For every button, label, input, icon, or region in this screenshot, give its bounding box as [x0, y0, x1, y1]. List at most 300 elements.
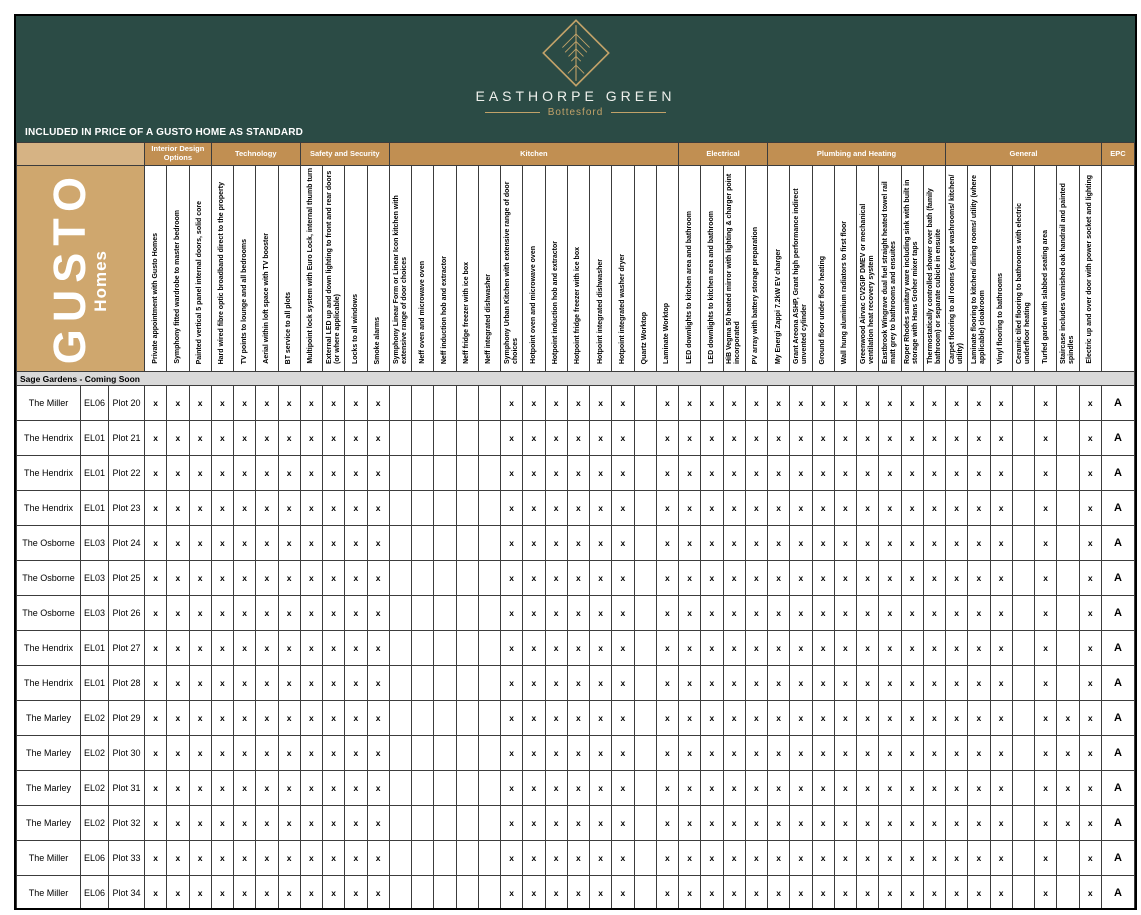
feature-cell: x [790, 561, 812, 596]
plot-number-cell: Plot 23 [109, 491, 145, 526]
feature-cell: x [1035, 561, 1057, 596]
feature-cell: x [1035, 771, 1057, 806]
feature-cell [1012, 456, 1034, 491]
feature-cell: x [167, 386, 189, 421]
feature-cell: x [567, 701, 589, 736]
feature-cell: x [679, 561, 701, 596]
feature-column-header: Neff oven and microwave oven [412, 166, 434, 372]
plot-row [17, 876, 1135, 911]
feature-cell [1012, 736, 1034, 771]
feature-cell: x [968, 561, 990, 596]
feature-cell: x [768, 596, 790, 631]
feature-cell [1057, 666, 1079, 701]
feature-column-header: BT service to all plots [278, 166, 300, 372]
feature-cell: x [790, 456, 812, 491]
epc-cell: A [1102, 631, 1135, 666]
feature-cell [1012, 596, 1034, 631]
feature-cell: x [234, 561, 256, 596]
feature-cell: x [300, 596, 322, 631]
feature-cell: x [545, 666, 567, 701]
group-header: Plumbing and Heating [768, 143, 946, 166]
feature-cell: x [812, 596, 834, 631]
house-type-cell: The Miller [17, 841, 81, 876]
feature-cell: x [367, 841, 389, 876]
feature-cell: x [167, 491, 189, 526]
feature-cell [434, 561, 456, 596]
feature-cell [412, 736, 434, 771]
feature-column-header: Thermostatically controlled shower over bath (family bathroom) or separate cubicle in ensuite [923, 166, 945, 372]
feature-cell [434, 666, 456, 701]
feature-cell: x [745, 631, 767, 666]
feature-cell: x [189, 806, 211, 841]
feature-cell: x [656, 491, 678, 526]
feature-cell [389, 631, 411, 666]
feature-cell: x [879, 491, 901, 526]
house-type-cell: The Osborne [17, 526, 81, 561]
plot-row [17, 456, 1135, 491]
epc-cell: A [1102, 736, 1135, 771]
feature-cell [434, 876, 456, 911]
feature-cell: x [567, 631, 589, 666]
feature-cell: x [323, 841, 345, 876]
feature-cell: x [234, 876, 256, 911]
feature-cell: x [567, 456, 589, 491]
feature-cell: x [968, 771, 990, 806]
feature-cell: x [345, 421, 367, 456]
plot-row [17, 596, 1135, 631]
feature-cell: x [234, 701, 256, 736]
feature-cell: x [523, 491, 545, 526]
feature-cell: x [501, 666, 523, 701]
feature-cell: x [701, 701, 723, 736]
feature-cell: x [812, 876, 834, 911]
feature-cell: x [745, 771, 767, 806]
feature-cell: x [1035, 701, 1057, 736]
plot-number-cell: Plot 33 [109, 841, 145, 876]
feature-cell: x [768, 701, 790, 736]
feature-cell: x [701, 596, 723, 631]
feature-cell: x [1079, 596, 1102, 631]
feature-cell [412, 456, 434, 491]
feature-cell: x [345, 736, 367, 771]
feature-column-header: Ground floor under floor heating [812, 166, 834, 372]
feature-cell: x [812, 561, 834, 596]
house-type-cell: The Marley [17, 806, 81, 841]
plot-row [17, 386, 1135, 421]
feature-cell: x [790, 491, 812, 526]
feature-cell: x [612, 421, 634, 456]
house-code-cell: EL03 [81, 561, 109, 596]
feature-cell: x [167, 701, 189, 736]
feature-cell [434, 736, 456, 771]
plot-row [17, 841, 1135, 876]
feature-cell: x [523, 526, 545, 561]
feature-cell: x [567, 806, 589, 841]
feature-cell: x [545, 596, 567, 631]
feature-cell: x [1035, 421, 1057, 456]
feature-cell: x [701, 491, 723, 526]
feature-cell [456, 561, 478, 596]
feature-cell: x [857, 561, 879, 596]
feature-cell: x [167, 561, 189, 596]
house-code-cell: EL01 [81, 456, 109, 491]
feature-cell: x [590, 841, 612, 876]
feature-cell [389, 666, 411, 701]
feature-cell: x [612, 631, 634, 666]
feature-cell: x [901, 421, 923, 456]
feature-cell: x [612, 526, 634, 561]
feature-column-header: Vinyl flooring to bathrooms [990, 166, 1012, 372]
house-type-cell: The Marley [17, 701, 81, 736]
feature-column-header: Hotpoint integrated washer dryer [612, 166, 634, 372]
feature-cell: x [211, 596, 233, 631]
feature-cell: x [946, 736, 968, 771]
feature-cell [1012, 491, 1034, 526]
feature-cell: x [256, 386, 278, 421]
feature-cell: x [1035, 631, 1057, 666]
feature-cell [478, 386, 500, 421]
house-type-cell: The Osborne [17, 596, 81, 631]
feature-cell: x [367, 771, 389, 806]
feature-cell [389, 526, 411, 561]
feature-cell: x [345, 771, 367, 806]
feature-cell: x [345, 701, 367, 736]
feature-cell: x [567, 596, 589, 631]
feature-column-header: Turfed garden with slabbed seating area [1035, 166, 1057, 372]
feature-cell: x [679, 421, 701, 456]
feature-cell: x [612, 771, 634, 806]
house-type-cell: The Hendrix [17, 666, 81, 701]
plot-number-cell: Plot 25 [109, 561, 145, 596]
gusto-logo-cell [17, 166, 145, 372]
feature-column-header: External LED up and down lighting to front and rear doors (or where applicable) [323, 166, 345, 372]
feature-cell: x [656, 631, 678, 666]
feature-column-header: Greenwood Airvac CV2GIP DMEV or mechanical ventilation heat recovery system [857, 166, 879, 372]
plot-number-cell: Plot 20 [109, 386, 145, 421]
group-header: General [946, 143, 1102, 166]
feature-cell: x [745, 876, 767, 911]
epc-cell: A [1102, 456, 1135, 491]
house-type-cell: The Miller [17, 386, 81, 421]
feature-cell: x [278, 806, 300, 841]
feature-cell: x [145, 841, 167, 876]
feature-column-header: Carpet flooring to all rooms (except washrooms/ kitchen/ utility) [946, 166, 968, 372]
feature-cell [634, 736, 656, 771]
house-code-cell: EL06 [81, 386, 109, 421]
feature-cell: x [812, 421, 834, 456]
feature-cell [412, 701, 434, 736]
feature-cell [389, 736, 411, 771]
feature-cell: x [857, 421, 879, 456]
plot-row [17, 806, 1135, 841]
feature-cell: x [745, 526, 767, 561]
feature-cell: x [1079, 631, 1102, 666]
feature-cell: x [189, 771, 211, 806]
feature-cell: x [145, 596, 167, 631]
feature-cell: x [545, 631, 567, 666]
plot-number-cell: Plot 34 [109, 876, 145, 911]
feature-cell: x [1057, 806, 1079, 841]
feature-cell [456, 806, 478, 841]
feature-cell: x [501, 561, 523, 596]
feature-cell [478, 456, 500, 491]
feature-cell: x [189, 876, 211, 911]
feature-cell [389, 386, 411, 421]
feature-cell: x [189, 456, 211, 491]
feature-cell [1012, 876, 1034, 911]
feature-cell: x [367, 596, 389, 631]
feature-cell: x [968, 456, 990, 491]
feature-cell [634, 421, 656, 456]
column-header-row [17, 166, 1135, 372]
feature-cell: x [990, 631, 1012, 666]
feature-cell: x [345, 806, 367, 841]
feature-cell: x [501, 876, 523, 911]
feature-cell: x [1035, 736, 1057, 771]
house-code-cell: EL03 [81, 596, 109, 631]
feature-cell [434, 631, 456, 666]
feature-cell: x [790, 876, 812, 911]
feature-column-header: Neff fridge freezer with ice box [456, 166, 478, 372]
feature-cell: x [946, 876, 968, 911]
feature-column-header: PV array with battery storage preparation [745, 166, 767, 372]
feature-cell: x [923, 631, 945, 666]
feature-cell: x [256, 771, 278, 806]
feature-cell: x [545, 561, 567, 596]
feature-cell [434, 596, 456, 631]
feature-cell: x [834, 526, 856, 561]
feature-cell: x [256, 806, 278, 841]
feature-cell: x [367, 491, 389, 526]
feature-cell [456, 701, 478, 736]
feature-cell [456, 421, 478, 456]
plot-row [17, 561, 1135, 596]
section-row [17, 372, 1135, 386]
feature-cell: x [300, 491, 322, 526]
feature-cell: x [145, 561, 167, 596]
feature-cell: x [211, 456, 233, 491]
epc-cell: A [1102, 666, 1135, 701]
feature-cell: x [923, 596, 945, 631]
feature-cell: x [701, 841, 723, 876]
feature-cell: x [323, 666, 345, 701]
feature-column-header: Aerial within loft space with TV booster [256, 166, 278, 372]
feature-cell: x [211, 841, 233, 876]
feature-cell [434, 421, 456, 456]
feature-cell: x [923, 491, 945, 526]
feature-cell: x [923, 806, 945, 841]
development-name: EASTHORPE GREEN [475, 88, 676, 104]
feature-cell: x [968, 631, 990, 666]
feature-cell: x [545, 491, 567, 526]
feature-cell: x [656, 526, 678, 561]
feature-cell: x [1079, 526, 1102, 561]
feature-cell: x [167, 806, 189, 841]
feature-cell: x [300, 806, 322, 841]
feature-cell: x [968, 701, 990, 736]
feature-cell: x [768, 421, 790, 456]
feature-cell: x [1057, 701, 1079, 736]
feature-cell: x [278, 631, 300, 666]
feature-cell: x [323, 736, 345, 771]
feature-cell: x [990, 456, 1012, 491]
feature-column-header: LED downlights to kitchen area and bathroom [701, 166, 723, 372]
feature-cell: x [167, 421, 189, 456]
feature-cell [478, 876, 500, 911]
feature-cell: x [768, 456, 790, 491]
feature-cell: x [745, 736, 767, 771]
feature-cell: x [612, 456, 634, 491]
feature-cell: x [234, 841, 256, 876]
feature-cell: x [300, 876, 322, 911]
feature-cell [634, 666, 656, 701]
feature-cell: x [234, 596, 256, 631]
feature-cell: x [1079, 736, 1102, 771]
gusto-logo [17, 171, 144, 371]
feature-cell: x [278, 666, 300, 701]
feature-cell: x [745, 456, 767, 491]
feature-cell: x [323, 456, 345, 491]
feature-cell [456, 596, 478, 631]
feature-column-header: Wall hung aluminium radiators to first floor [834, 166, 856, 372]
feature-cell: x [145, 386, 167, 421]
feature-cell: x [723, 806, 745, 841]
feature-cell: x [211, 701, 233, 736]
feature-cell: x [790, 526, 812, 561]
feature-cell: x [1035, 386, 1057, 421]
feature-cell: x [723, 596, 745, 631]
feature-cell: x [211, 491, 233, 526]
feature-cell: x [1079, 771, 1102, 806]
plot-number-cell: Plot 22 [109, 456, 145, 491]
feature-cell: x [745, 806, 767, 841]
group-header [17, 143, 145, 166]
feature-cell: x [879, 806, 901, 841]
feature-cell [412, 526, 434, 561]
feature-cell: x [234, 666, 256, 701]
feature-cell: x [701, 771, 723, 806]
feature-cell [634, 771, 656, 806]
feature-cell: x [923, 561, 945, 596]
feature-cell: x [812, 736, 834, 771]
feature-cell: x [990, 701, 1012, 736]
feature-cell: x [723, 736, 745, 771]
feature-cell: x [768, 491, 790, 526]
feature-cell: x [701, 386, 723, 421]
feature-cell: x [189, 386, 211, 421]
green-masthead [16, 16, 1135, 142]
feature-cell: x [857, 736, 879, 771]
feature-cell: x [300, 456, 322, 491]
feature-cell: x [857, 701, 879, 736]
feature-cell: x [1035, 526, 1057, 561]
feature-cell: x [723, 491, 745, 526]
feature-column-header: Neff integrated dishwasher [478, 166, 500, 372]
feature-cell: x [1079, 806, 1102, 841]
feature-cell: x [345, 596, 367, 631]
feature-cell: x [345, 526, 367, 561]
group-header: Kitchen [389, 143, 678, 166]
feature-cell: x [679, 456, 701, 491]
feature-column-header: Electric up and over door with power socket and lighting [1079, 166, 1102, 372]
feature-cell: x [345, 631, 367, 666]
house-code-cell: EL02 [81, 771, 109, 806]
group-header: Electrical [679, 143, 768, 166]
epc-cell: A [1102, 421, 1135, 456]
feature-cell: x [879, 456, 901, 491]
feature-column-header: Hotpoint fridge freezer with ice box [567, 166, 589, 372]
feature-cell: x [1079, 386, 1102, 421]
feature-column-header: TV points to lounge and all bedrooms [234, 166, 256, 372]
feature-cell: x [701, 631, 723, 666]
feature-cell [478, 526, 500, 561]
feature-cell: x [745, 841, 767, 876]
feature-cell: x [901, 841, 923, 876]
feature-cell: x [679, 806, 701, 841]
feature-cell: x [234, 736, 256, 771]
feature-cell: x [901, 561, 923, 596]
feature-cell: x [901, 526, 923, 561]
feature-column-header: Staircase includes varnished oak handrail and painted spindles [1057, 166, 1079, 372]
feature-cell: x [768, 841, 790, 876]
feature-cell [456, 456, 478, 491]
feature-cell [1057, 491, 1079, 526]
feature-cell: x [323, 876, 345, 911]
feature-cell: x [145, 491, 167, 526]
feature-cell: x [834, 701, 856, 736]
feature-cell: x [545, 771, 567, 806]
epc-cell: A [1102, 491, 1135, 526]
feature-cell [389, 421, 411, 456]
feature-cell: x [812, 771, 834, 806]
feature-cell: x [234, 771, 256, 806]
feature-cell: x [167, 771, 189, 806]
feature-cell: x [501, 631, 523, 666]
feature-cell [434, 841, 456, 876]
feature-cell: x [234, 491, 256, 526]
feature-cell: x [968, 421, 990, 456]
feature-cell: x [501, 456, 523, 491]
gusto-brand-sub-text: Homes [91, 250, 110, 312]
feature-cell: x [323, 806, 345, 841]
feature-cell: x [1079, 701, 1102, 736]
feature-cell: x [968, 806, 990, 841]
house-code-cell: EL01 [81, 421, 109, 456]
feature-cell: x [745, 386, 767, 421]
feature-cell: x [256, 841, 278, 876]
feature-cell: x [968, 841, 990, 876]
feature-cell: x [701, 736, 723, 771]
feature-cell: x [968, 596, 990, 631]
feature-cell: x [656, 736, 678, 771]
feature-cell: x [723, 526, 745, 561]
feature-cell: x [768, 526, 790, 561]
feature-cell [1057, 876, 1079, 911]
feature-cell: x [923, 736, 945, 771]
feature-cell: x [701, 806, 723, 841]
house-code-cell: EL01 [81, 491, 109, 526]
feature-cell: x [1057, 771, 1079, 806]
feature-cell: x [834, 736, 856, 771]
plot-number-cell: Plot 30 [109, 736, 145, 771]
feature-cell: x [323, 386, 345, 421]
feature-cell: x [345, 386, 367, 421]
feature-cell [456, 876, 478, 911]
feature-cell: x [990, 806, 1012, 841]
feature-cell: x [367, 561, 389, 596]
feature-cell: x [812, 666, 834, 701]
house-code-cell: EL03 [81, 526, 109, 561]
